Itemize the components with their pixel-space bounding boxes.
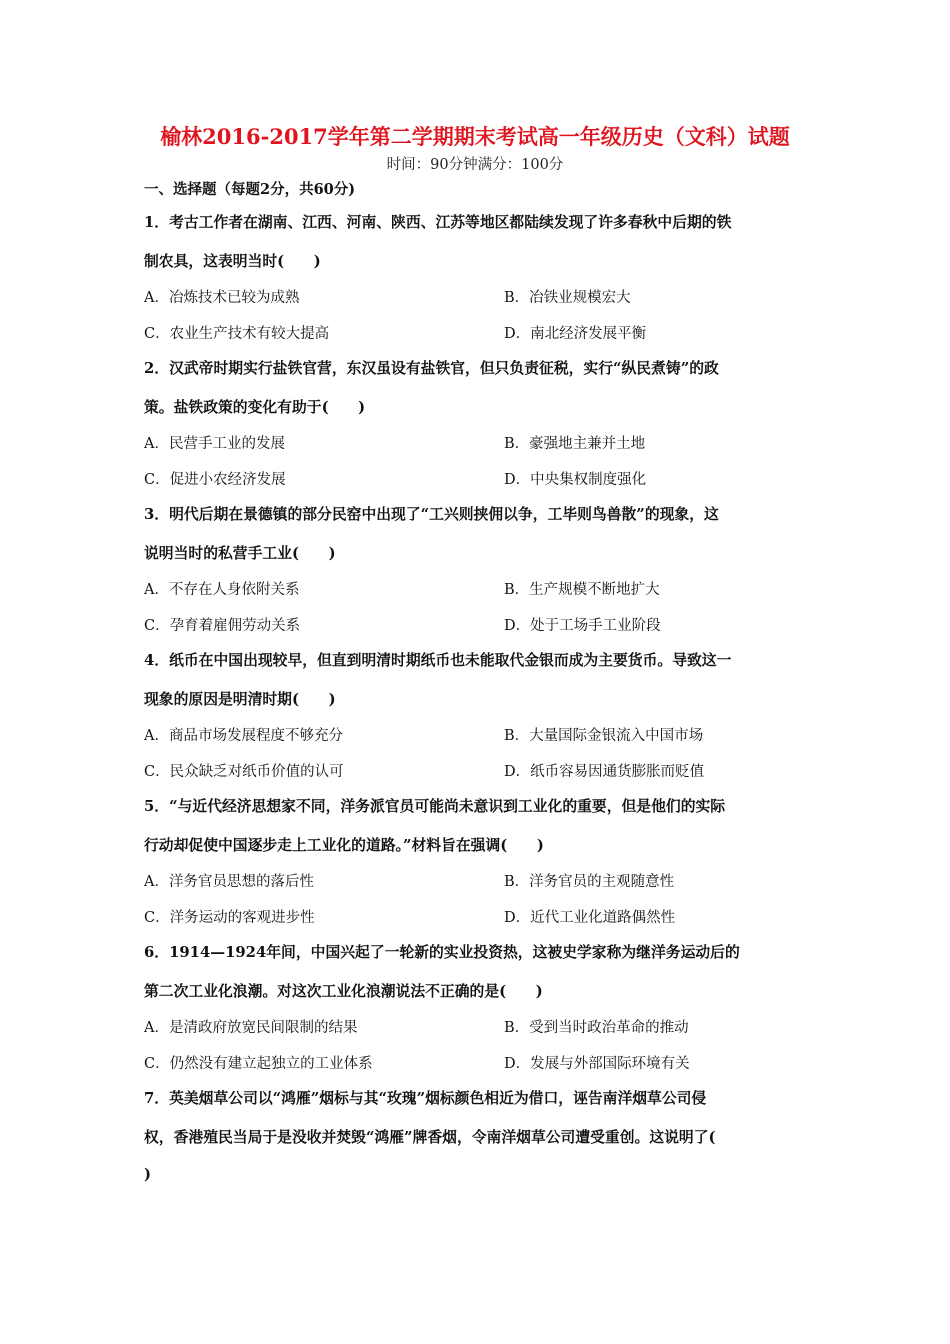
answer-option: C．洋务运动的客观进步性	[144, 910, 315, 926]
answer-option: B．大量国际金银流入中国市场	[504, 728, 704, 744]
answer-option: C．民众缺乏对纸币价值的认可	[144, 764, 344, 780]
answer-option: A．商品市场发展程度不够充分	[144, 728, 343, 744]
question-item	[144, 790, 814, 936]
question-stem-line: 策。盐铁政策的变化有助于( )	[144, 399, 366, 416]
question-stem-line: 说明当时的私营手工业( )	[144, 545, 336, 562]
question-item	[144, 206, 814, 352]
option-row	[144, 572, 814, 608]
answer-option: D．近代工业化道路偶然性	[504, 910, 676, 926]
answer-option: C．农业生产技术有较大提高	[144, 326, 330, 342]
option-row	[144, 280, 814, 316]
question-stem-line: 现象的原因是明清时期( )	[144, 691, 336, 708]
option-row	[144, 316, 814, 352]
option-row	[144, 864, 814, 900]
answer-option: C．促进小农经济发展	[144, 472, 286, 488]
answer-option: A．民营手工业的发展	[144, 436, 285, 452]
question-stem-line: 4．纸币在中国出现较早，但直到明清时期纸币也未能取代金银而成为主要货币。导致这一	[144, 652, 732, 669]
exam-title: 榆林2016-2017学年第二学期期末考试高一年级历史（文科）试题	[160, 124, 790, 149]
question-item	[144, 352, 814, 498]
question-stem-line: 6．1914—1924年间，中国兴起了一轮新的实业投资热，这被史学家称为继洋务运动后的	[144, 944, 740, 961]
answer-option: D．南北经济发展平衡	[504, 326, 647, 342]
question-stem-line: 制农具，这表明当时( )	[144, 253, 321, 270]
exam-time-score: 时间：90分钟满分：100分	[386, 157, 564, 173]
question-stem-line: 5．“与近代经济思想家不同，洋务派官员可能尚未意识到工业化的重要，但是他们的实际	[144, 798, 726, 815]
option-row	[144, 718, 814, 754]
question-list	[144, 206, 814, 1193]
answer-option: D．发展与外部国际环境有关	[504, 1056, 690, 1072]
question-item	[144, 936, 814, 1082]
option-row	[144, 426, 814, 462]
answer-option: C．孕育着雇佣劳动关系	[144, 618, 301, 634]
answer-option: D．纸币容易因通货膨胀而贬值	[504, 764, 705, 780]
option-row	[144, 608, 814, 644]
question-stem-line: 3．明代后期在景德镇的部分民窑中出现了“工兴则挟佣以争，工毕则鸟兽散”的现象，这	[144, 506, 719, 523]
question-stem-line: 2．汉武帝时期实行盐铁官营，东汉虽设有盐铁官，但只负责征税，实行“纵民煮铸”的政	[144, 360, 719, 377]
question-item	[144, 1082, 814, 1193]
question-stem-line: 权，香港殖民当局于是没收并焚毁“鸿雁”牌香烟，令南洋烟草公司遭受重创。这说明了(	[144, 1129, 716, 1146]
option-row	[144, 1010, 814, 1046]
question-item	[144, 498, 814, 644]
answer-option: B．受到当时政治革命的推动	[504, 1020, 689, 1036]
question-stem-line: )	[144, 1166, 152, 1183]
question-item	[144, 644, 814, 790]
answer-option: B．冶铁业规模宏大	[504, 290, 631, 306]
option-row	[144, 1046, 814, 1082]
option-row	[144, 462, 814, 498]
answer-option: D．中央集权制度强化	[504, 472, 647, 488]
answer-option: A．洋务官员思想的落后性	[144, 874, 314, 890]
answer-option: D．处于工场手工业阶段	[504, 618, 661, 634]
question-stem-line: 行动却促使中国逐步走上工业化的道路。”材料旨在强调( )	[144, 837, 544, 854]
option-row	[144, 754, 814, 790]
question-stem-line: 第二次工业化浪潮。对这次工业化浪潮说法不正确的是( )	[144, 983, 543, 1000]
answer-option: A．是清政府放宽民间限制的结果	[144, 1020, 358, 1036]
answer-option: A．不存在人身依附关系	[144, 582, 300, 598]
section-heading: 一、选择题（每题2分，共60分)	[144, 181, 356, 198]
answer-option: A．冶炼技术已较为成熟	[144, 290, 300, 306]
answer-option: B．豪强地主兼并土地	[504, 436, 646, 452]
answer-option: B．洋务官员的主观随意性	[504, 874, 675, 890]
answer-option: C．仍然没有建立起独立的工业体系	[144, 1056, 373, 1072]
question-stem-line: 7．英美烟草公司以“鸿雁”烟标与其“玫瑰”烟标颜色相近为借口，诬告南洋烟草公司侵	[144, 1090, 707, 1107]
question-stem-line: 1．考古工作者在湖南、江西、河南、陕西、江苏等地区都陆续发现了许多春秋中后期的铁	[144, 214, 732, 231]
option-row	[144, 900, 814, 936]
answer-option: B．生产规模不断地扩大	[504, 582, 660, 598]
